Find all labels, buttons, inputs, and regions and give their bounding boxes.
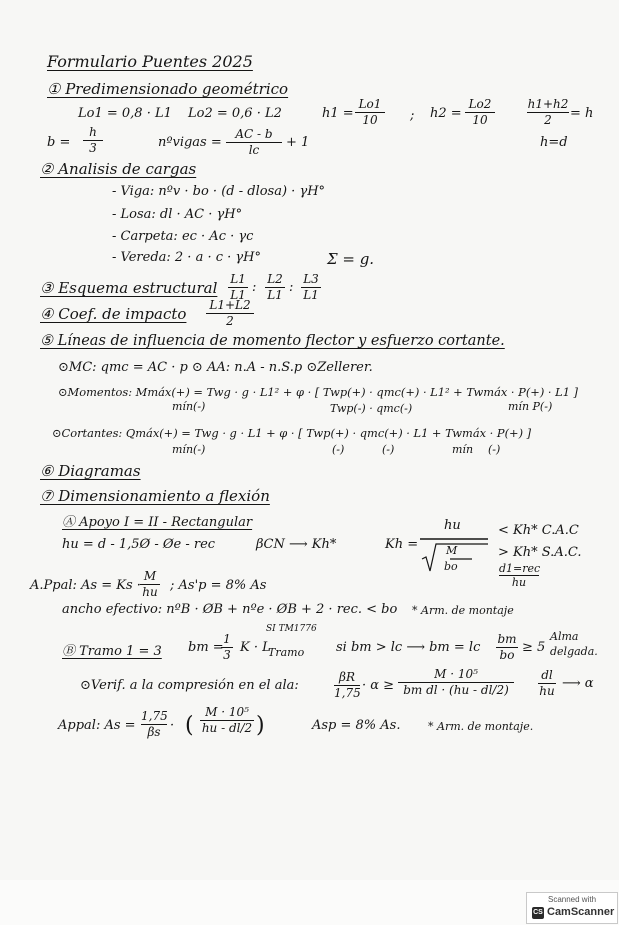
- moments-formula: ⊙Momentos: Mmáx(+) = Twg · g · L1² + φ · [ Twp(+) · qmc(+) · L1² + Twmáx · P(+) · L1 ]: [58, 385, 579, 399]
- span-heading: Ⓑ Tramo 1 = 3: [62, 644, 162, 659]
- h1-label: h1 =: [322, 106, 354, 121]
- hsum-result: = h: [570, 106, 594, 121]
- influence-line-1: ⊙MC: qmc = AC · p ⊙ AA: n.A - n.S.p ⊙Zellerer.: [58, 360, 373, 375]
- secondary-steel: ; As'p = 8% As: [170, 578, 267, 593]
- h2-fraction: $\frac{Lo2}{10}$: [465, 97, 495, 128]
- bm-bo-condition: ≥ 5: [522, 640, 546, 655]
- thin-label: delgada.: [550, 645, 598, 658]
- main-steel-formula: A.Ppal: As = Ks ·: [30, 578, 141, 593]
- flange-fraction: $\frac{\text{M · 10⁵}}{\text{bm dl · (hu - dl/2)}}$: [398, 667, 514, 698]
- section-4-heading: ④ Coef. de impacto: [40, 305, 187, 323]
- support-heading: Ⓐ Apoyo I = II - Rectangular: [62, 515, 253, 530]
- effective-width: ancho efectivo: nºB · ØB + nºe · ØB + 2 · rec. < bo: [62, 602, 398, 617]
- secondary-steel-span: Asp = 8% As.: [312, 718, 401, 733]
- bm-condition: si bm > lc ⟶ bm = lc: [336, 640, 481, 655]
- moments-sub-1: mín(-): [172, 400, 206, 413]
- span-fraction-1: $\frac{L1}{L1}$: [228, 272, 248, 303]
- h1-fraction: $\frac{Lo1}{10}$: [355, 97, 385, 128]
- camscanner-icon: CS: [532, 907, 544, 919]
- nvigas-tail: + 1: [286, 135, 310, 150]
- impact-fraction: $\frac{L1+L2}{2}$: [206, 298, 254, 329]
- dl-hu-arrow: ⟶ α: [562, 676, 594, 691]
- ap-fraction: $\frac{1,75}{\beta s}$: [141, 709, 168, 739]
- b-fraction: $\frac{h}{3}$: [83, 125, 103, 156]
- nvigas-fraction: $\frac{AC - b}{lc}$: [226, 127, 282, 158]
- section-5-heading: ⑤ Líneas de influencia de momento flector y esfuerzo cortante.: [40, 333, 505, 349]
- hu-formula: hu = d - 1,5Ø - Øe - rec: [62, 537, 216, 552]
- bcn-arrow: βCN ⟶ Kh*: [256, 537, 337, 552]
- shear-sub-4: mín: [452, 443, 474, 456]
- colon: :: [289, 280, 294, 295]
- cac-label: < Kh* C.A.C: [498, 523, 579, 538]
- bm-label: bm =: [188, 640, 224, 655]
- dl-hu-fraction: $\frac{dl}{hu}$: [539, 668, 555, 698]
- main-steel-fraction: $\frac{M}{hu}$: [140, 569, 160, 600]
- ap-dot: ·: [170, 718, 175, 733]
- h2-label: h2 =: [430, 106, 462, 121]
- sac-label: > Kh* S.A.C.: [498, 545, 582, 560]
- shear-sub-2: (-): [332, 443, 345, 456]
- scanner-brand: CamScanner: [547, 906, 615, 918]
- load-item: - Losa: dl · AC · γH°: [112, 207, 243, 222]
- ap2-fraction: $\frac{\text{M · 10⁵}}{hu - dl/2}$: [201, 705, 253, 735]
- span-fraction-2: $\frac{L2}{L1}$: [265, 272, 285, 303]
- hsum-fraction: $\frac{h1+h2}{2}$: [527, 97, 569, 127]
- page-title: Formulario Puentes 2025: [47, 52, 253, 71]
- nvigas-label: nºvigas =: [158, 135, 222, 150]
- bm-kl: K · L: [240, 640, 271, 655]
- scanner-label: Scanned with: [547, 895, 597, 904]
- tramo-note: SI TM1776: [266, 624, 317, 634]
- scanner-watermark: [526, 892, 618, 924]
- load-item: - Vereda: 2 · a · c · γH°: [112, 250, 262, 265]
- section-7-heading: ⑦ Dimensionamiento a flexión: [40, 487, 270, 505]
- shear-sub-3: (-): [382, 443, 395, 456]
- moments-sub-3: mín P(-): [508, 400, 553, 413]
- rec-ratio: d1=rec hu: [499, 562, 541, 589]
- moments-sub-2: Twp(-) · qmc(-): [330, 402, 413, 415]
- paren-close: ): [256, 713, 265, 738]
- main-steel-span: Appal: As =: [58, 718, 136, 733]
- kh-inner-denominator: bo: [444, 560, 458, 573]
- alpha-inequality: · α ≥: [362, 678, 395, 693]
- section-3-heading: ③ Esquema estructural: [40, 279, 218, 297]
- b-label: b =: [47, 135, 71, 150]
- assembly-note-2: * Arm. de montaje.: [428, 720, 534, 733]
- separator: ;: [410, 108, 415, 123]
- bm-bo-fraction: $\frac{bm}{bo}$: [497, 632, 517, 662]
- shear-formula: ⊙Cortantes: Qmáx(+) = Twg · g · L1 + φ · [ Twp(+) · qmc(+) · L1 + Twmáx · P(+) ]: [52, 426, 532, 440]
- load-item: - Carpeta: ec · Ac · γc: [112, 229, 254, 244]
- shear-sub-1: mín(-): [172, 443, 206, 456]
- tramo-sub: Tramo: [268, 646, 305, 659]
- load-item: - Viga: nºv · bo · (d - dlosa) · γH°: [112, 184, 326, 199]
- colon: :: [252, 280, 257, 295]
- section-1-heading: ① Predimensionado geométrico: [47, 80, 289, 98]
- span-fraction-3: $\frac{L3}{L1}$: [301, 272, 321, 303]
- h-equals-d: h=d: [540, 135, 568, 150]
- paren-open: (: [185, 713, 194, 738]
- assembly-note-1: * Arm. de montaje: [412, 604, 514, 617]
- section-2-heading: ② Analisis de cargas: [40, 160, 197, 178]
- web-label: Alma: [550, 630, 579, 643]
- bleed-through-text: [420, 45, 424, 60]
- kh-inner-numerator: M: [446, 544, 458, 557]
- lo1-formula: Lo1 = 0,8 · L1: [78, 106, 172, 121]
- bm-fraction: $\frac{1}{3}$: [221, 632, 233, 663]
- kh-label: Kh =: [385, 537, 419, 552]
- load-sum: Σ = g.: [327, 250, 375, 268]
- lo2-formula: Lo2 = 0,6 · L2: [188, 106, 282, 121]
- flange-check: ⊙Verif. a la compresión en el ala:: [80, 678, 299, 693]
- br-fraction: $\frac{\beta R}{1,75}$: [334, 670, 361, 700]
- shear-sub-5: (-): [488, 443, 501, 456]
- section-6-heading: ⑥ Diagramas: [40, 462, 141, 480]
- kh-numerator: hu: [444, 518, 461, 533]
